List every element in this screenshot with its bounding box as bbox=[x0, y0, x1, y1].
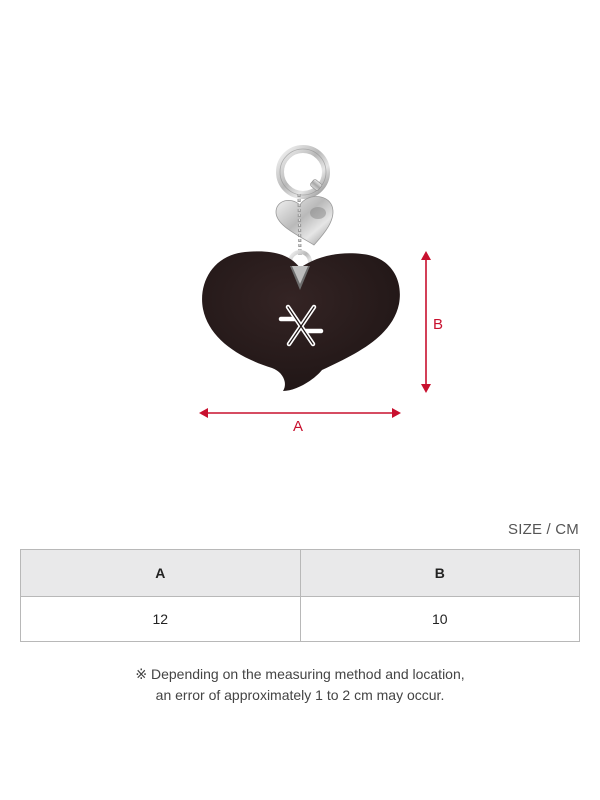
column-header-a: A bbox=[21, 550, 301, 597]
table-header-row bbox=[21, 550, 580, 597]
note-line-2: an error of approximately 1 to 2 cm may occur. bbox=[155, 687, 445, 703]
dimension-b-label: B bbox=[433, 316, 444, 333]
dimension-a-arrow bbox=[199, 408, 401, 418]
column-header-b: B bbox=[300, 550, 580, 597]
note-line-1: ※ Depending on the measuring method and location, bbox=[135, 666, 465, 682]
cell-a-value: 12 bbox=[21, 597, 301, 642]
metal-heart-charm-icon bbox=[276, 197, 333, 246]
dimension-a-label: A bbox=[293, 418, 304, 435]
key-ring-icon bbox=[280, 149, 326, 195]
cell-b-value: 10 bbox=[300, 597, 580, 642]
size-unit-label: SIZE / CM bbox=[508, 521, 579, 538]
size-table bbox=[20, 549, 580, 642]
chain-icon bbox=[299, 194, 300, 255]
table-row bbox=[21, 597, 580, 642]
measurement-note bbox=[0, 664, 600, 706]
dimension-b-arrow bbox=[421, 251, 431, 393]
